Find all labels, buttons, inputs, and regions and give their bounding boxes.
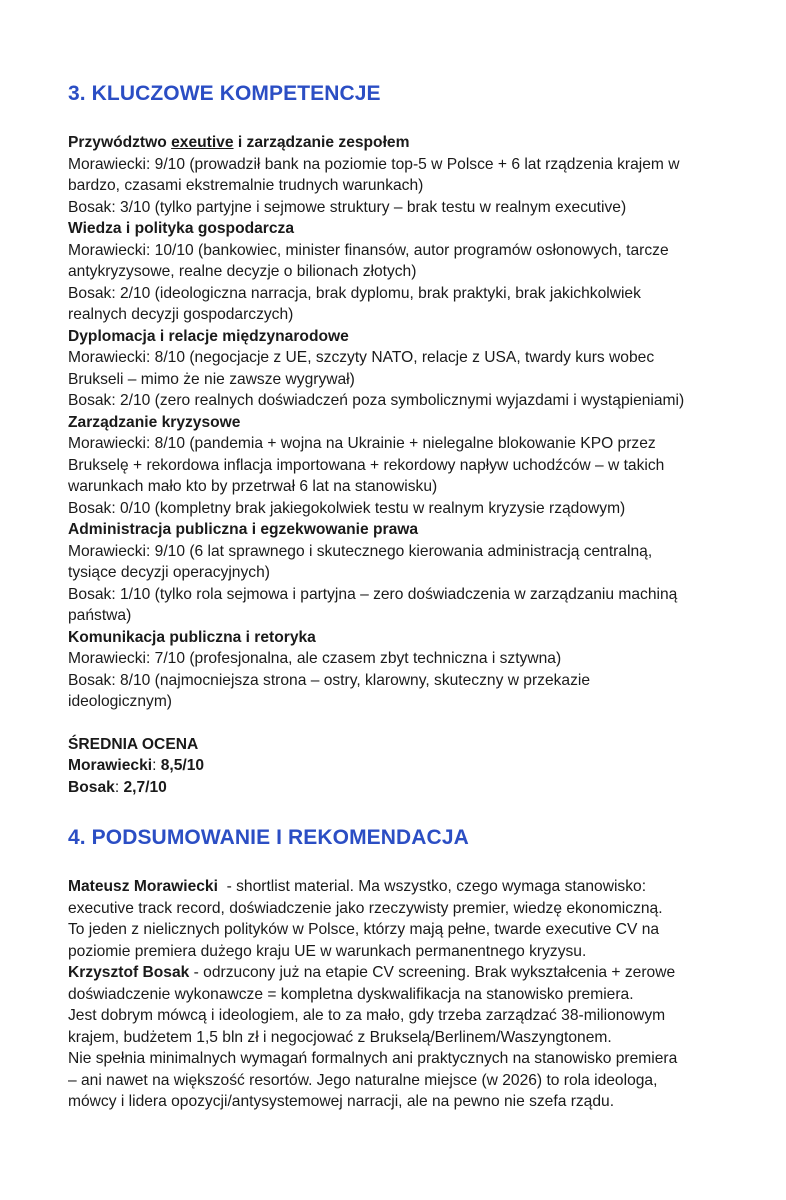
summary-morawiecki-line: Mateusz Morawiecki - shortlist material. Ma wszystko, czego wymaga stanowisko: [68,878,647,895]
competency-block-communication [68,627,746,713]
competency-line: Bosak: 0/10 (kompletny brak jakiegokolwiek testu w realnym kryzysie rządowym) [68,499,626,517]
competency-block-crisis [68,412,746,520]
summary-line: krajem, budżetem 1,5 bln zł i negocjować z Brukselą/Berlinem/Waszyngtonem. [68,1028,612,1046]
competency-line: Morawiecki: 8/10 (pandemia + wojna na Ukrainie + nielegalne blokowanie KPO przez [68,435,656,452]
competency-title: Wiedza i polityka gospodarcza [68,220,295,237]
competency-line: Bosak: 1/10 (tylko rola sejmowa i partyjna – zero doświadczenia w zarządzaniu machiną [68,585,678,603]
summary-line: mówcy i lidera opozycji/antysystemowej narracji, ale na pewno nie szefa rządu. [68,1093,615,1110]
competency-line: warunkach mało kto by przetrwał 6 lat na stanowisku) [68,478,438,495]
competency-title: Przywództwo exeutive i zarządzanie zespołem [68,134,410,151]
competency-line: antykryzysowe, realne decyzje o bilionach złotych) [68,263,417,280]
competency-line: Morawiecki: 9/10 (6 lat sprawnego i skutecznego kierowania administracją centralną, [68,542,653,560]
competency-title: Administracja publiczna i egzekwowanie prawa [68,521,419,538]
competency-line: Bosak: 2/10 (zero realnych doświadczeń poza symbolicznymi wyjazdami i wystąpieniami) [68,392,685,409]
competency-block-administration [68,519,746,627]
section-4-heading: 4. PODSUMOWANIE I REKOMENDACJA [68,826,469,849]
competency-line: ideologicznym) [68,693,173,710]
summary-line: Nie spełnia minimalnych wymagań formalnych ani praktycznych na stanowisko premiera [68,1050,678,1067]
summary-line: To jeden z nielicznych polityków w Polsce, którzy mają pełne, twarde executive CV na [68,921,660,938]
summary-line: – ani nawet na większość resortów. Jego naturalne miejsce (w 2026) to rola ideologa, [68,1071,658,1089]
competency-block-leadership [68,132,746,218]
competency-line: Brukselę + rekordowa inflacja importowana + rekordowy napływ uchodźców – w takich [68,456,665,474]
average-title: ŚREDNIA OCENA [68,735,199,753]
competency-line: państwa) [68,607,132,624]
competency-line: Morawiecki: 10/10 (bankowiec, minister finansów, autor programów osłonowych, tarcze [68,241,669,259]
competency-block-economy [68,218,746,326]
competency-title: Zarządzanie kryzysowe [68,413,241,431]
summary-line: executive track record, doświadczenie jako rzeczywisty premier, wiedzę ekonomiczną. [68,899,663,917]
competency-line: Morawiecki: 9/10 (prowadził bank na poziomie top-5 w Polsce + 6 lat rządzenia krajem w [68,155,680,173]
average-score-block [68,734,746,799]
competency-line: Bosak: 2/10 (ideologiczna narracja, brak dyplomu, brak praktyki, brak jakichkolwiek [68,284,641,302]
competency-line: Morawiecki: 7/10 (profesjonalna, ale czasem zbyt techniczna i sztywna) [68,650,562,667]
competency-block-diplomacy [68,326,746,412]
competency-line: realnych decyzji gospodarczych) [68,306,294,323]
competency-line: Bosak: 3/10 (tylko partyjne i sejmowe struktury – brak testu w realnym executive) [68,198,627,216]
competency-line: Morawiecki: 8/10 (negocjacje z UE, szczyty NATO, relacje z USA, twardy kurs wobec [68,349,655,366]
summary-line: doświadczenie wykonawcze = kompletna dyskwalifikacja na stanowisko premiera. [68,985,634,1003]
candidate-name: Krzysztof Bosak [68,964,190,981]
summary-block [68,876,746,1113]
competency-line: Bosak: 8/10 (najmocniejsza strona – ostry, klarowny, skuteczny w przekazie [68,671,591,689]
competency-title: Komunikacja publiczna i retoryka [68,628,316,646]
average-morawiecki: Morawiecki: 8,5/10 [68,757,205,774]
candidate-name: Mateusz Morawiecki [68,878,218,895]
summary-line: Jest dobrym mówcą i ideologiem, ale to za mało, gdy trzeba zarządzać 38-milionowym [68,1007,666,1024]
competency-line: tysiące decyzji operacyjnych) [68,564,270,581]
summary-line: poziomie premiera dużego kraju UE w warunkach permanentnego kryzysu. [68,942,587,960]
section-3-heading: 3. KLUCZOWE KOMPETENCJE [68,82,381,105]
summary-bosak-line: Krzysztof Bosak - odrzucony już na etapie CV screening. Brak wykształcenia + zerowe [68,964,676,981]
spacer [68,713,746,734]
competency-line: Brukseli – mimo że nie zawsze wygrywał) [68,370,355,388]
competency-line: bardzo, czasami ekstremalnie trudnych warunkach) [68,177,424,194]
average-bosak: Bosak: 2,7/10 [68,778,167,796]
competency-title: Dyplomacja i relacje międzynarodowe [68,327,349,345]
